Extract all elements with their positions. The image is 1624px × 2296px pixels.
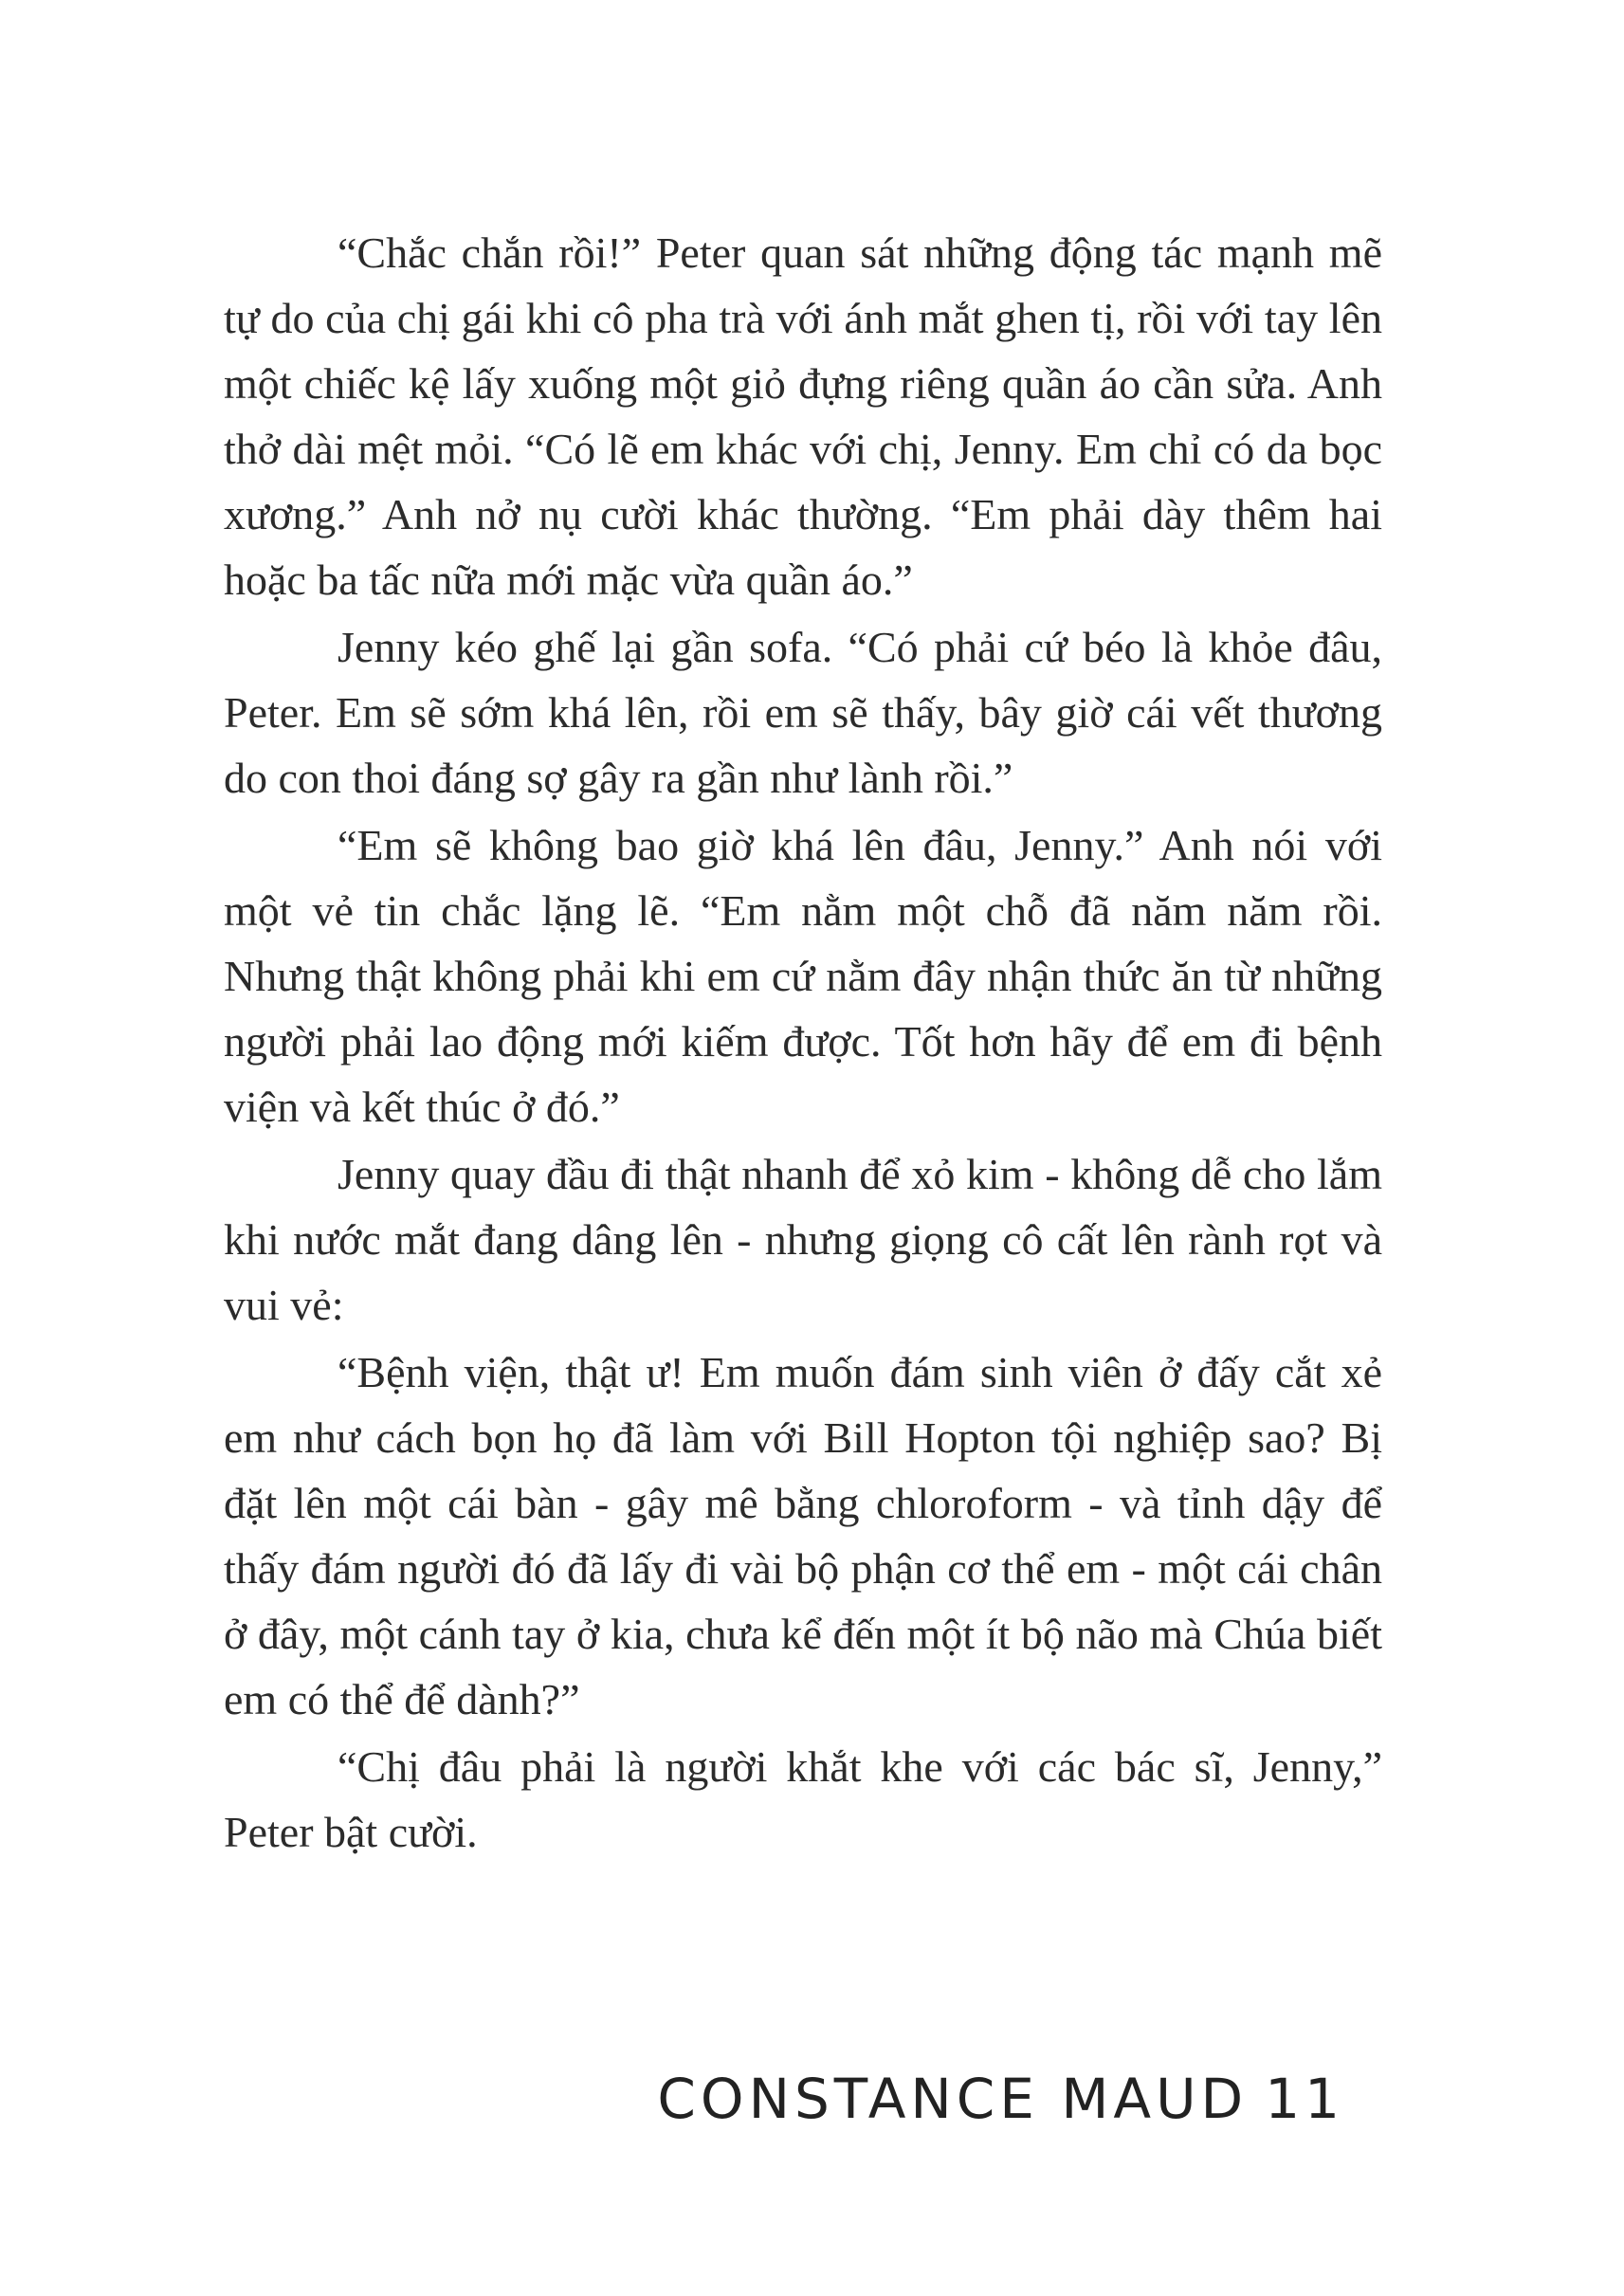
paragraph-1: “Chắc chắn rồi!” Peter quan sát những động tác mạnh mẽ tự do của chị gái khi cô pha trà với ánh mắt ghen tị, rồi với tay lên một chiếc kệ lấy xuống một giỏ đựng riêng quần áo cần sửa. Anh thở dài mệt mỏi. “Có lẽ em khác với chị, Jenny. Em chỉ có da bọc xương.” Anh nở nụ cười khác thường. “Em phải dày thêm hai hoặc ba tấc nữa mới mặc vừa quần áo.” <box>224 228 1382 604</box>
body-text <box>224 220 1382 1867</box>
running-author: CONSTANCE MAUD <box>657 2067 1249 2131</box>
paragraph-5: “Bệnh viện, thật ư! Em muốn đám sinh viên ở đấy cắt xẻ em như cách bọn họ đã làm với Bill Hopton tội nghiệp sao? Bị đặt lên một cái bàn - gây mê bằng chloroform - và tỉnh dậy để thấy đám người đó đã lấy đi vài bộ phận cơ thể em - một cái chân ở đây, một cánh tay ở kia, chưa kể đến một ít bộ não mà Chúa biết em có thể để dành?” <box>224 1348 1382 1723</box>
paragraph-3: “Em sẽ không bao giờ khá lên đâu, Jenny.” Anh nói với một vẻ tin chắc lặng lẽ. “Em nằm một chỗ đã năm năm rồi. Nhưng thật không phải khi em cứ nằm đây nhận thức ăn từ những người phải lao động mới kiếm được. Tốt hơn hãy để em đi bệnh viện và kết thúc ở đó.” <box>224 821 1382 1131</box>
page-footer <box>657 2067 1344 2131</box>
page-number: 11 <box>1265 2067 1344 2131</box>
paragraph-6: “Chị đâu phải là người khắt khe với các bác sĩ, Jenny,” Peter bật cười. <box>224 1742 1382 1856</box>
paragraph-2: Jenny kéo ghế lại gần sofa. “Có phải cứ béo là khỏe đâu, Peter. Em sẽ sớm khá lên, rồi em sẽ thấy, bây giờ cái vết thương do con thoi đáng sợ gây ra gần như lành rồi.” <box>224 623 1382 802</box>
paragraph-4: Jenny quay đầu đi thật nhanh để xỏ kim - không dễ cho lắm khi nước mắt đang dâng lên - nhưng giọng cô cất lên rành rọt và vui vẻ: <box>224 1150 1382 1329</box>
